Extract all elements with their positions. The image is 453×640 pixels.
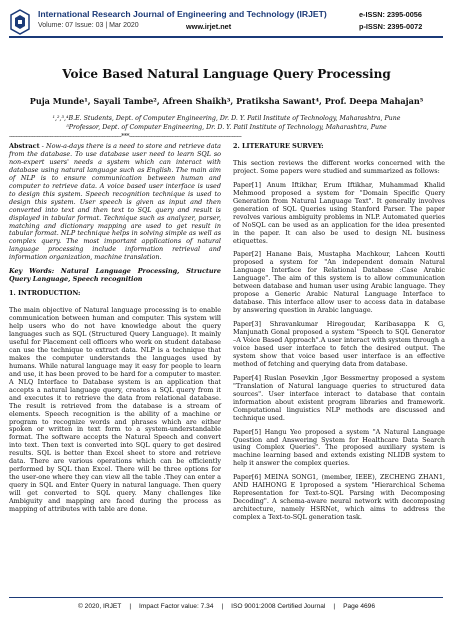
volume-issue: Volume: 07 Issue: 03 | Mar 2020	[38, 22, 139, 29]
footer-divider	[9, 597, 443, 598]
page-footer	[0, 603, 453, 610]
header-divider	[9, 36, 443, 38]
footer-copyright: © 2020, IRJET	[77, 603, 122, 610]
left-column	[9, 143, 221, 520]
literature-intro-paragraph: This section reviews the different works concerned with the project. Some papers were studied and summarized as follows:	[233, 158, 445, 175]
keywords-text: : Natural Language Processing, Structure Query Language, Speech recognition	[9, 267, 222, 284]
footer-impact-factor: Impact Factor value: 7.34	[139, 603, 214, 610]
p-issn: p-ISSN: 2395-0072	[359, 22, 423, 31]
paper-2-summary: Paper[2] Hanane Bais, Mustapha Machkour, Lahcen Koutti proposed a system for "An independent domain Natural Language Interface for Relational Database :Case Arabic Language". The aim of this system is to allow communication between database and human user using Arabic language. They propose a Generic Arabic Natural Language Interface to database. This interface allow user to access data in database by answering question in Arabic language.	[233, 250, 445, 315]
abstract-text: - Now-a-days there is a need to store and retrieve data from the database. To use database user need to learn SQL so non-expert users' needs a system which can interact with database using natural language such as English. The main aim of NLP is to ensure communication between human and computer to retrieve data. A voice based user interface is used to design this system. Speech recognition technique is used to design this system. User speech is given as input and then converted into text and then text to SQL query and result is displayed in tabular format. Technique such as analyzer, parser, matching and dictionary mapping are used to get result in tabular format. NLP technique helps in solving simple as well as complex query. The most important applications of natural language processing include information retrieval and information organization, machine translation.	[9, 142, 221, 262]
literature-survey-heading: 2. LITERATURE SURVEY:	[233, 142, 324, 150]
author-list: Puja Munde¹, Sayali Tambe², Afreen Shaikh³, Pratiksha Sawant⁴, Prof. Deepa Mahajan⁵	[29, 96, 424, 106]
affiliation-professor: ⁵Professor, Dept. of Computer Engineering, Dr. D. Y. Patil Institute of Technology, Maharashtra, Pune	[66, 124, 387, 131]
paper-6-summary: Paper[6] MEINA SONG1, (member, IEEE), ZECHENG ZHAN1, AND HAIHONG E 1proposed a system "Hierarchical Schema Representation for Text-to-SQL Parsing with Decomposing Decoding". A schema-aware neural network with decomposing architecture, namely HSRNet, which aims to address the complex a Text-to-SQL generation task.	[233, 473, 445, 522]
footer-separator: |	[221, 603, 224, 610]
abstract-label: Abstract	[9, 142, 40, 150]
section-separator: ---------------------------------------------------------------------***---------------------------------------------------------------------	[9, 133, 242, 140]
affiliation-students: ¹,²,³,⁴B.E. Students, Dept. of Computer Engineering, Dr. D. Y. Patil Institute of Technology, Maharashtra, Pune	[52, 115, 401, 122]
keywords-label: Key Words	[9, 267, 52, 276]
right-column	[233, 143, 445, 528]
intro-heading: 1. INTRODUCTION:	[9, 289, 81, 298]
footer-separator: |	[129, 603, 132, 610]
irjet-logo-icon	[9, 9, 31, 35]
abstract-paragraph	[9, 143, 221, 262]
journal-name: International Research Journal of Engineering and Technology (IRJET)	[38, 9, 327, 19]
e-issn: e-ISSN: 2395-0056	[359, 10, 422, 19]
footer-page-number: Page 4696	[343, 603, 375, 610]
keywords-paragraph	[9, 268, 221, 284]
paper-title: Voice Based Natural Language Query Processing	[62, 67, 391, 81]
paper-5-summary: Paper[5] Hangu Yeo proposed a system "A Natural Language Question and Answering System for Healthcare Data Search using Complex Queries". The proposed auxiliary system is machine learning based and extends existing NLIDB system to help it answer the complex queries.	[233, 427, 445, 468]
paper-1-summary: Paper[1] Anum Iftikhar, Erum Iftikhar, Muhammad Khalid Mehmood proposed a system for "Domain Specific Query Generation from Natural Language Text". It generally involves generation of SQL Queries using Stanford Parser. The paper revolves various ambiguity problems in NLP. Automated queries of NoSQL can be used as an application for the idea presented in the paper. It can also be used to design NL business etiquettes.	[233, 180, 445, 245]
journal-website-link[interactable]: www.irjet.net	[186, 22, 232, 31]
paper-4-summary: Paper[4] Ruslan Posevkin ,Igor Bessmertny proposed a system "Translation of Natural language queries to structured data sources". User interface interact to database that contain information about existent program libraries and framework. Computational linguistics NLP methods are discussed and technique used.	[233, 373, 445, 422]
paper-3-summary: Paper[3] Shravankumar Hiregoudar, Karibasappa K G, Manjunath Gonal proposed a system "Speech to SQL Generator –A Voice Based Approach".A user interact with system through a voice based user interface to fetch the desired output. The system show that voice based user interface is an effective method of fetching and querying data from database.	[233, 320, 445, 368]
footer-separator: |	[333, 603, 336, 610]
intro-paragraph: The main objective of Natural language processing is to enable communication between human and computer. This system will help users who do not have knowledge about the query languages such as SQL (Structured Query Language). It mainly useful for Placement cell officers who work on student database can use the technique to extract data. NLP is a technique that makes the computer understands the languages used by humans. While natural language may it easy for people to learn and use, it has been proved to be hard for a computer to master. A NLQ Interface to Database system is an application that accepts a natural language query, creates a SQL query from it and executes it to retrieve the data from relational database. The result is retrieved from the database is a stream of elements. Speech recognition is the ability of a machine or program to recognize words and phrases which are either spoken or written in text form to a system-understandable format. The software accepts the Natural Speech and convert into text. Then text is converted into SQL query to get desired results. SQL is better than Excel sheet to store and retrieve data. There are various operations which can be efficiently performed by SQL than Excel. There will be three options for the user-one where they can view all the table .They can enter a query in SQL and Enter Query in natural language. Then query will get converted to SQL query. Many challenges like Ambiguity and mapping are faced during the process as mapping of attributes with table are done.	[9, 306, 221, 513]
footer-iso: ISO 9001:2008 Certified Journal	[231, 603, 326, 610]
